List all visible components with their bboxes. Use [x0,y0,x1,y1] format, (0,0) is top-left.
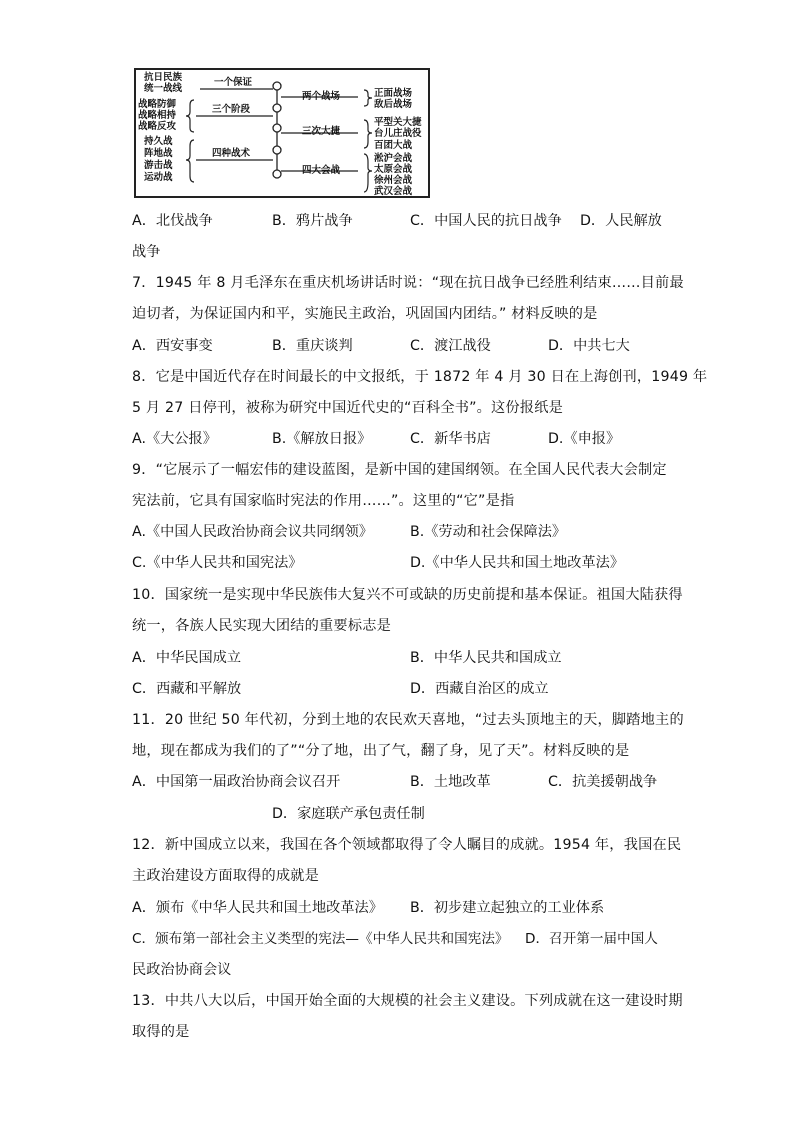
q7-stem-line: 迫切者，为保证国内和平，实施民主政治，巩固国内团结。” 材料反映的是 [132,306,598,322]
anti-japanese-war-diagram [134,68,430,198]
diagram-mid-label: 一个保证 [214,77,253,88]
q7-option-d: D．中共七大 [548,338,630,354]
diagram-battle-item: 淞沪会战 [374,153,413,164]
q12-stem-line: 主政治建设方面取得的成就是 [132,868,320,884]
q11-option-c: C．抗美援朝战争 [548,774,658,790]
q7-option-a: A．西安事变 [132,338,213,354]
q11-option-b: B．土地改革 [410,774,491,790]
q12-stem-line: 12．新中国成立以来，我国在各个领域都取得了令人瞩目的成就。1954 年，我国在民 [132,837,682,853]
q11-stem-line: 地，现在都成为我们的了”“分了地，出了气，翻了身，见了天”。材料反映的是 [132,743,630,759]
diagram-left-item: 战略反攻 [138,121,177,132]
diagram-left-item: 战略防御 [138,99,177,110]
q8-option-b: B.《解放日报》 [272,431,372,447]
q13-stem-line: 取得的是 [132,1024,190,1040]
q6-option-d-cont: 战争 [132,244,161,260]
q8-option-a: A.《大公报》 [132,431,217,447]
diagram-left-item: 阵地战 [144,148,173,159]
diagram-battle-item: 百团大战 [374,140,413,151]
q8-stem-line: 8．它是中国近代存在时间最长的中文报纸，于 1872 年 4 月 30 日在上海创刊，1949 年 [132,369,708,385]
q8-option-c: C．新华书店 [410,431,491,447]
diagram-left-item: 游击战 [144,160,173,171]
q7-stem-line: 7．1945 年 8 月毛泽东在重庆机场讲话时说：“现在抗日战争已经胜利结束……目前最 [132,275,684,291]
q10-stem-line: 统一，各族人民实现大团结的重要标志是 [132,618,391,634]
q7-option-b: B．重庆谈判 [272,338,353,354]
q9-option-c: C.《中华人民共和国宪法》 [132,555,303,571]
q12-option-d-cont: 民政治协商会议 [132,962,232,978]
diagram-battle-item: 敌后战场 [374,99,413,110]
q12-option-d: D．召开第一届中国人 [525,931,658,947]
diagram-mid-label: 四种战术 [212,148,251,159]
q12-option-c: C．颁布第一部社会主义类型的宪法—《中华人民共和国宪法》 [132,931,509,947]
diagram-battle-item: 正面战场 [374,88,413,99]
diagram-left-item: 运动战 [144,172,173,183]
diagram-battle-item: 武汉会战 [374,186,413,197]
diagram-left-item: 战略相持 [138,110,177,121]
q7-option-c: C．渡江战役 [410,338,491,354]
q10-stem-line: 10．国家统一是实现中华民族伟大复兴不可或缺的历史前提和基本保证。祖国大陆获得 [132,587,683,603]
diagram-battle-item: 平型关大捷 [374,117,422,128]
diagram-battle-item: 徐州会战 [374,175,413,186]
diagram-right-label: 两个战场 [302,91,341,102]
diagram-left-item: 抗日民族 [144,72,183,83]
q8-stem-line: 5 月 27 日停刊，被称为研究中国近代史的“百科全书”。这份报纸是 [132,400,563,416]
q9-stem-line: 宪法前，它具有国家临时宪法的作用……”。这里的“它”是指 [132,493,515,509]
diagram-mid-label: 三个阶段 [212,104,251,115]
q6-option-c: C．中国人民的抗日战争 [410,213,562,229]
q10-option-c: C．西藏和平解放 [132,681,242,697]
diagram-battle-item: 台儿庄战役 [374,128,422,139]
q9-option-b: B.《劳动和社会保障法》 [410,524,567,540]
q8-option-d: D.《申报》 [548,431,621,447]
diagram-battle-item: 太原会战 [374,164,413,175]
q10-option-a: A．中华民国成立 [132,650,242,666]
q10-option-d: D．西藏自治区的成立 [410,681,549,697]
q11-option-a: A．中国第一届政治协商会议召开 [132,774,341,790]
q11-stem-line: 11．20 世纪 50 年代初，分到土地的农民欢天喜地，“过去头顶地主的天，脚踏地主的 [132,712,684,728]
diagram-right-label: 四大会战 [302,165,341,176]
diagram-right-label: 三次大捷 [302,126,341,137]
q9-option-d: D.《中华人民共和国土地改革法》 [410,555,625,571]
q10-option-b: B．中华人民共和国成立 [410,650,562,666]
q9-stem-line: 9．“它展示了一幅宏伟的建设蓝图，是新中国的建国纲领。在全国人民代表大会制定 [132,462,667,478]
q6-option-d: D．人民解放 [580,213,662,229]
diagram-left-item: 持久战 [144,136,173,147]
q12-option-b: B．初步建立起独立的工业体系 [410,900,605,916]
q13-stem-line: 13．中共八大以后，中国开始全面的大规模的社会主义建设。下列成就在这一建设时期 [132,993,683,1009]
q6-option-a: A．北伐战争 [132,213,213,229]
q9-option-a: A.《中国人民政治协商会议共同纲领》 [132,524,373,540]
diagram-left-item: 统一战线 [144,83,183,94]
q6-option-b: B．鸦片战争 [272,213,353,229]
q11-option-d: D．家庭联产承包责任制 [272,806,425,822]
q12-option-a: A．颁布《中华人民共和国土地改革法》 [132,900,383,916]
